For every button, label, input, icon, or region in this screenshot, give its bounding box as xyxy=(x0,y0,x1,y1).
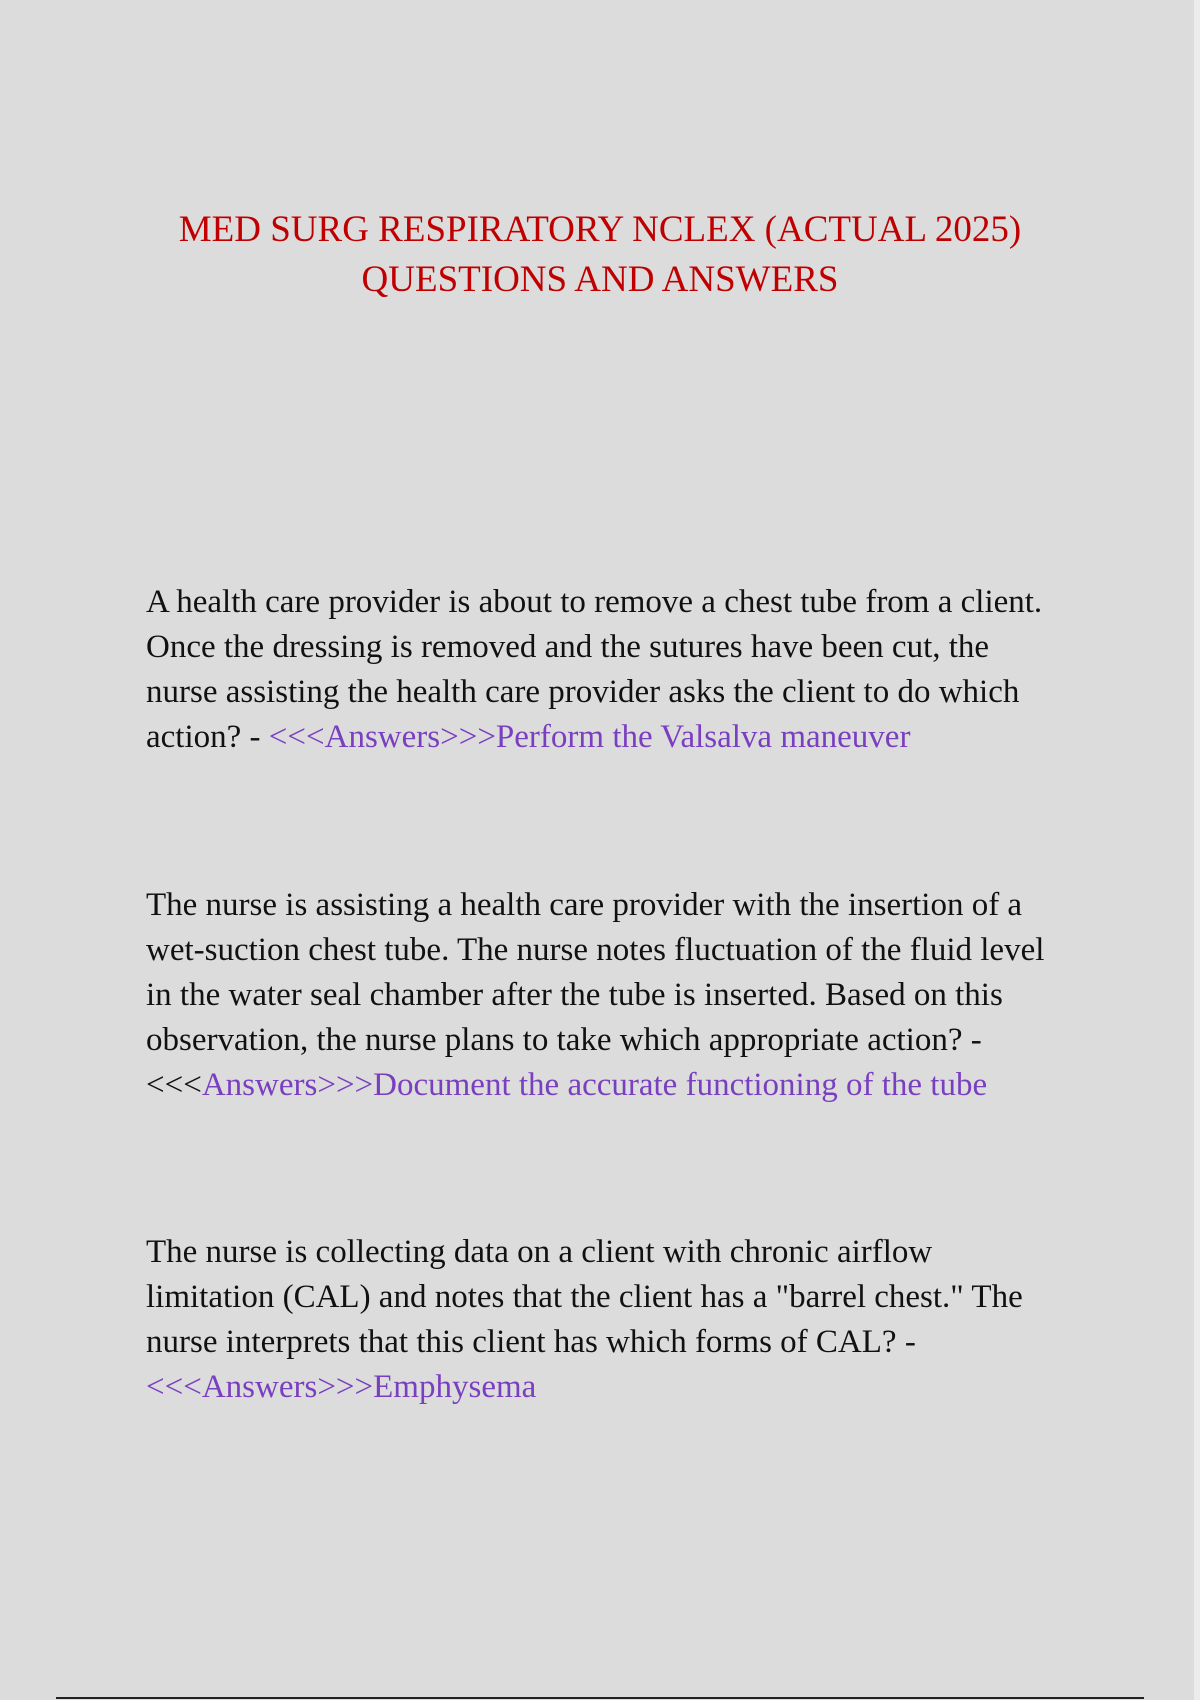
qa-item-3 xyxy=(146,1230,1051,1410)
page-edge xyxy=(1194,0,1200,1700)
question-text-2: The nurse is assisting a health care provider with the insertion of a wet-suction chest tube. The nurse notes fluctuation of the fluid level in the water seal chamber after the tube is inserted. Based on this observation, the nurse plans to take which appropriate action? - <<< xyxy=(146,887,1045,1103)
qa-item-2 xyxy=(146,883,1051,1108)
answer-text-1: <<<Answers>>>Perform the Valsalva maneuver xyxy=(268,719,911,755)
document-title: MED SURG RESPIRATORY NCLEX (ACTUAL 2025) QUESTIONS AND ANSWERS xyxy=(178,209,1022,300)
qa-item-1 xyxy=(146,580,1051,760)
question-text-3: The nurse is collecting data on a client with chronic airflow limitation (CAL) and notes that the client has a "barrel chest." The nurse interprets that this client has which forms of CAL? - xyxy=(146,1234,1023,1360)
question-text-1: A health care provider is about to remove a chest tube from a client. Once the dressing is removed and the sutures have been cut, the nurse assisting the health care provider asks the client to do which action? - xyxy=(146,584,1043,755)
bottom-divider xyxy=(56,1697,1144,1699)
answer-text-3: <<<Answers>>>Emphysema xyxy=(146,1369,537,1405)
answer-text-2: Answers>>>Document the accurate functioning of the tube xyxy=(201,1067,988,1103)
